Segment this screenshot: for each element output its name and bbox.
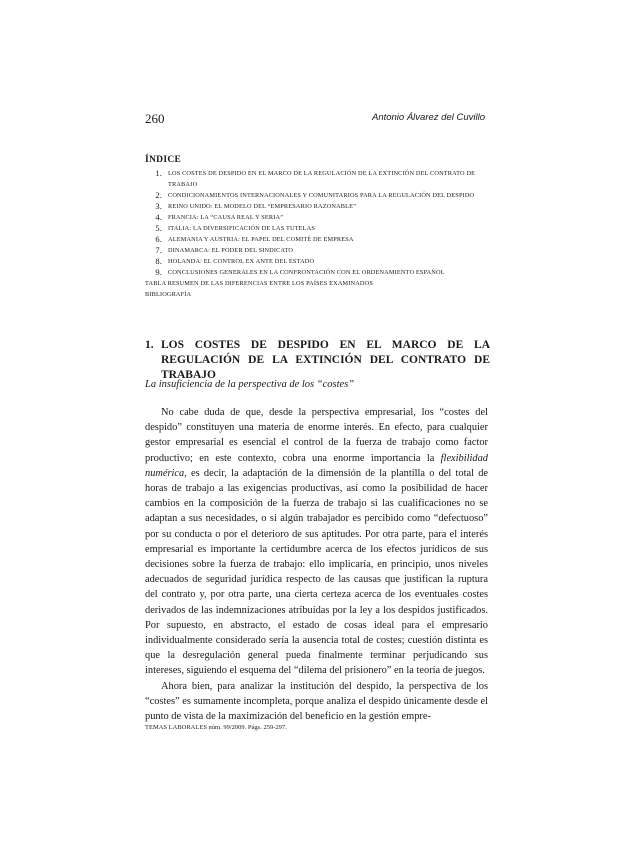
toc-item-number: 7.: [155, 245, 162, 255]
paragraph: [145, 405, 488, 679]
section-number: 1.: [145, 339, 154, 351]
toc-item-text: CONDICIONAMIENTOS INTERNACIONALES Y COMUNITARIOS PARA LA REGULACIÓN DEL DESPIDO: [168, 192, 475, 199]
toc-item: [145, 245, 490, 256]
section-title: LOS COSTES DE DESPIDO EN EL MARCO DE LA REGULACIÓN DE LA EXTINCIÓN DEL CONTRATO DE TRABAJO: [161, 339, 490, 381]
toc-item: [145, 234, 490, 245]
toc-item-number: 3.: [155, 201, 162, 211]
page-header: [145, 111, 485, 129]
toc-item: [145, 267, 490, 278]
toc-item-number: 4.: [155, 212, 162, 222]
toc-item-number: 1.: [155, 168, 162, 178]
paragraph-text: No cabe duda de que, desde la perspectiva empresarial, los “costes del despido” constituyen una materia de enorme interés. En efecto, para cualquier gestor empresarial es esencial el control de la fuerza de trabajo como factor productivo; en este contexto, cobra una enorme importancia la: [145, 407, 488, 464]
toc-item: [145, 212, 490, 223]
toc-item: [145, 201, 490, 212]
toc-item-text: FRANCIA: LA “CAUSA REAL Y SERIA”: [168, 214, 284, 221]
paragraph-text: , es decir, la adaptación de la dimensión de la plantilla o del total de horas de trabajo a las exigencias productivas, así como la posibilidad de hacer cambios en la composición de la fuerza de trabajo si las cualificaciones no se adaptan a sus necesidades, o si algún trabajador es percibido como “defectuoso” por su conducta o por el deterioro de sus aptitudes. Por otra parte, para el interés empresarial es importante la certidumbre acerca de los efectos jurídicos de sus decisiones sobre la fuerza de trabajo: ello implicaría, en principio, unos niveles adecuados de seguridad jurídica respecto de las causas que justifican la ruptura del contrato y, por otra parte, una cierta certeza acerca de los eventuales costes derivados de las indemnizaciones atribuidas por la ley a los despidos justificados. Por supuesto, en abstracto, el estado de cosas ideal para el empresario individualmente considerado sería la ausencia total de costes; cuestión distinta es que la desregulación general pueda finalmente terminar perjudicando sus intereses, siguiendo el esquema del “dilema del prisionero” en la teoría de juegos.: [145, 467, 488, 677]
page-footer: TEMAS LABORALES núm. 99/2009. Págs. 259-297.: [145, 724, 287, 731]
toc-title: ÍNDICE: [145, 155, 182, 165]
toc-item-number: 9.: [155, 267, 162, 277]
toc-item-text: HOLANDA: EL CONTROL EX ANTE DEL ESTADO: [168, 258, 315, 265]
toc-item-number: 5.: [155, 223, 162, 233]
toc-item: [145, 168, 490, 190]
toc-item: [145, 256, 490, 267]
page-number: 260: [145, 111, 165, 126]
toc-item: [145, 223, 490, 234]
toc-item: [145, 190, 490, 201]
toc-item-summary-table: TABLA RESUMEN DE LAS DIFERENCIAS ENTRE LOS PAÍSES EXAMINADOS: [145, 280, 373, 287]
toc-item-text: CONCLUSIONES GENERALES EN LA CONFRONTACIÓN CON EL ORDENAMIENTO ESPAÑOL: [168, 269, 445, 276]
toc-item-text: DINAMARCA: EL PODER DEL SINDICATO: [168, 247, 294, 254]
toc-item-text: ALEMANIA Y AUSTRIA: EL PAPEL DEL COMITÉ DE EMPRESA: [168, 236, 354, 243]
toc-item-text: LOS COSTES DE DESPIDO EN EL MARCO DE LA REGULACIÓN DE LA EXTINCIÓN DEL CONTRATO DE TRABAJO: [168, 170, 476, 188]
toc-item-number: 6.: [155, 234, 162, 244]
table-of-contents: [145, 155, 490, 300]
toc-item-text: ITALIA: LA DIVERSIFICACIÓN DE LAS TUTELAS: [168, 225, 316, 232]
emphasis-text: flexibilidad numérica: [145, 452, 488, 479]
paragraph: Ahora bien, para analizar la institución del despido, la perspectiva de los “costes” es sumamente incompleta, porque analiza el despido únicamente desde el punto de vista de la maximización del beneficio en la gestión empre-: [145, 680, 488, 723]
running-head: Antonio Álvarez del Cuvillo: [371, 112, 485, 123]
body-text: [145, 405, 488, 724]
toc-item-bibliography: BIBLIOGRAFÍA: [145, 291, 192, 298]
subheading: La insuficiencia de la perspectiva de los “costes”: [145, 379, 355, 390]
toc-item-text: REINO UNIDO: EL MODELO DEL “EMPRESARIO RAZONABLE”: [168, 203, 357, 210]
toc-item-number: 8.: [155, 256, 162, 266]
section-heading: [145, 338, 490, 383]
toc-item-number: 2.: [155, 190, 162, 200]
